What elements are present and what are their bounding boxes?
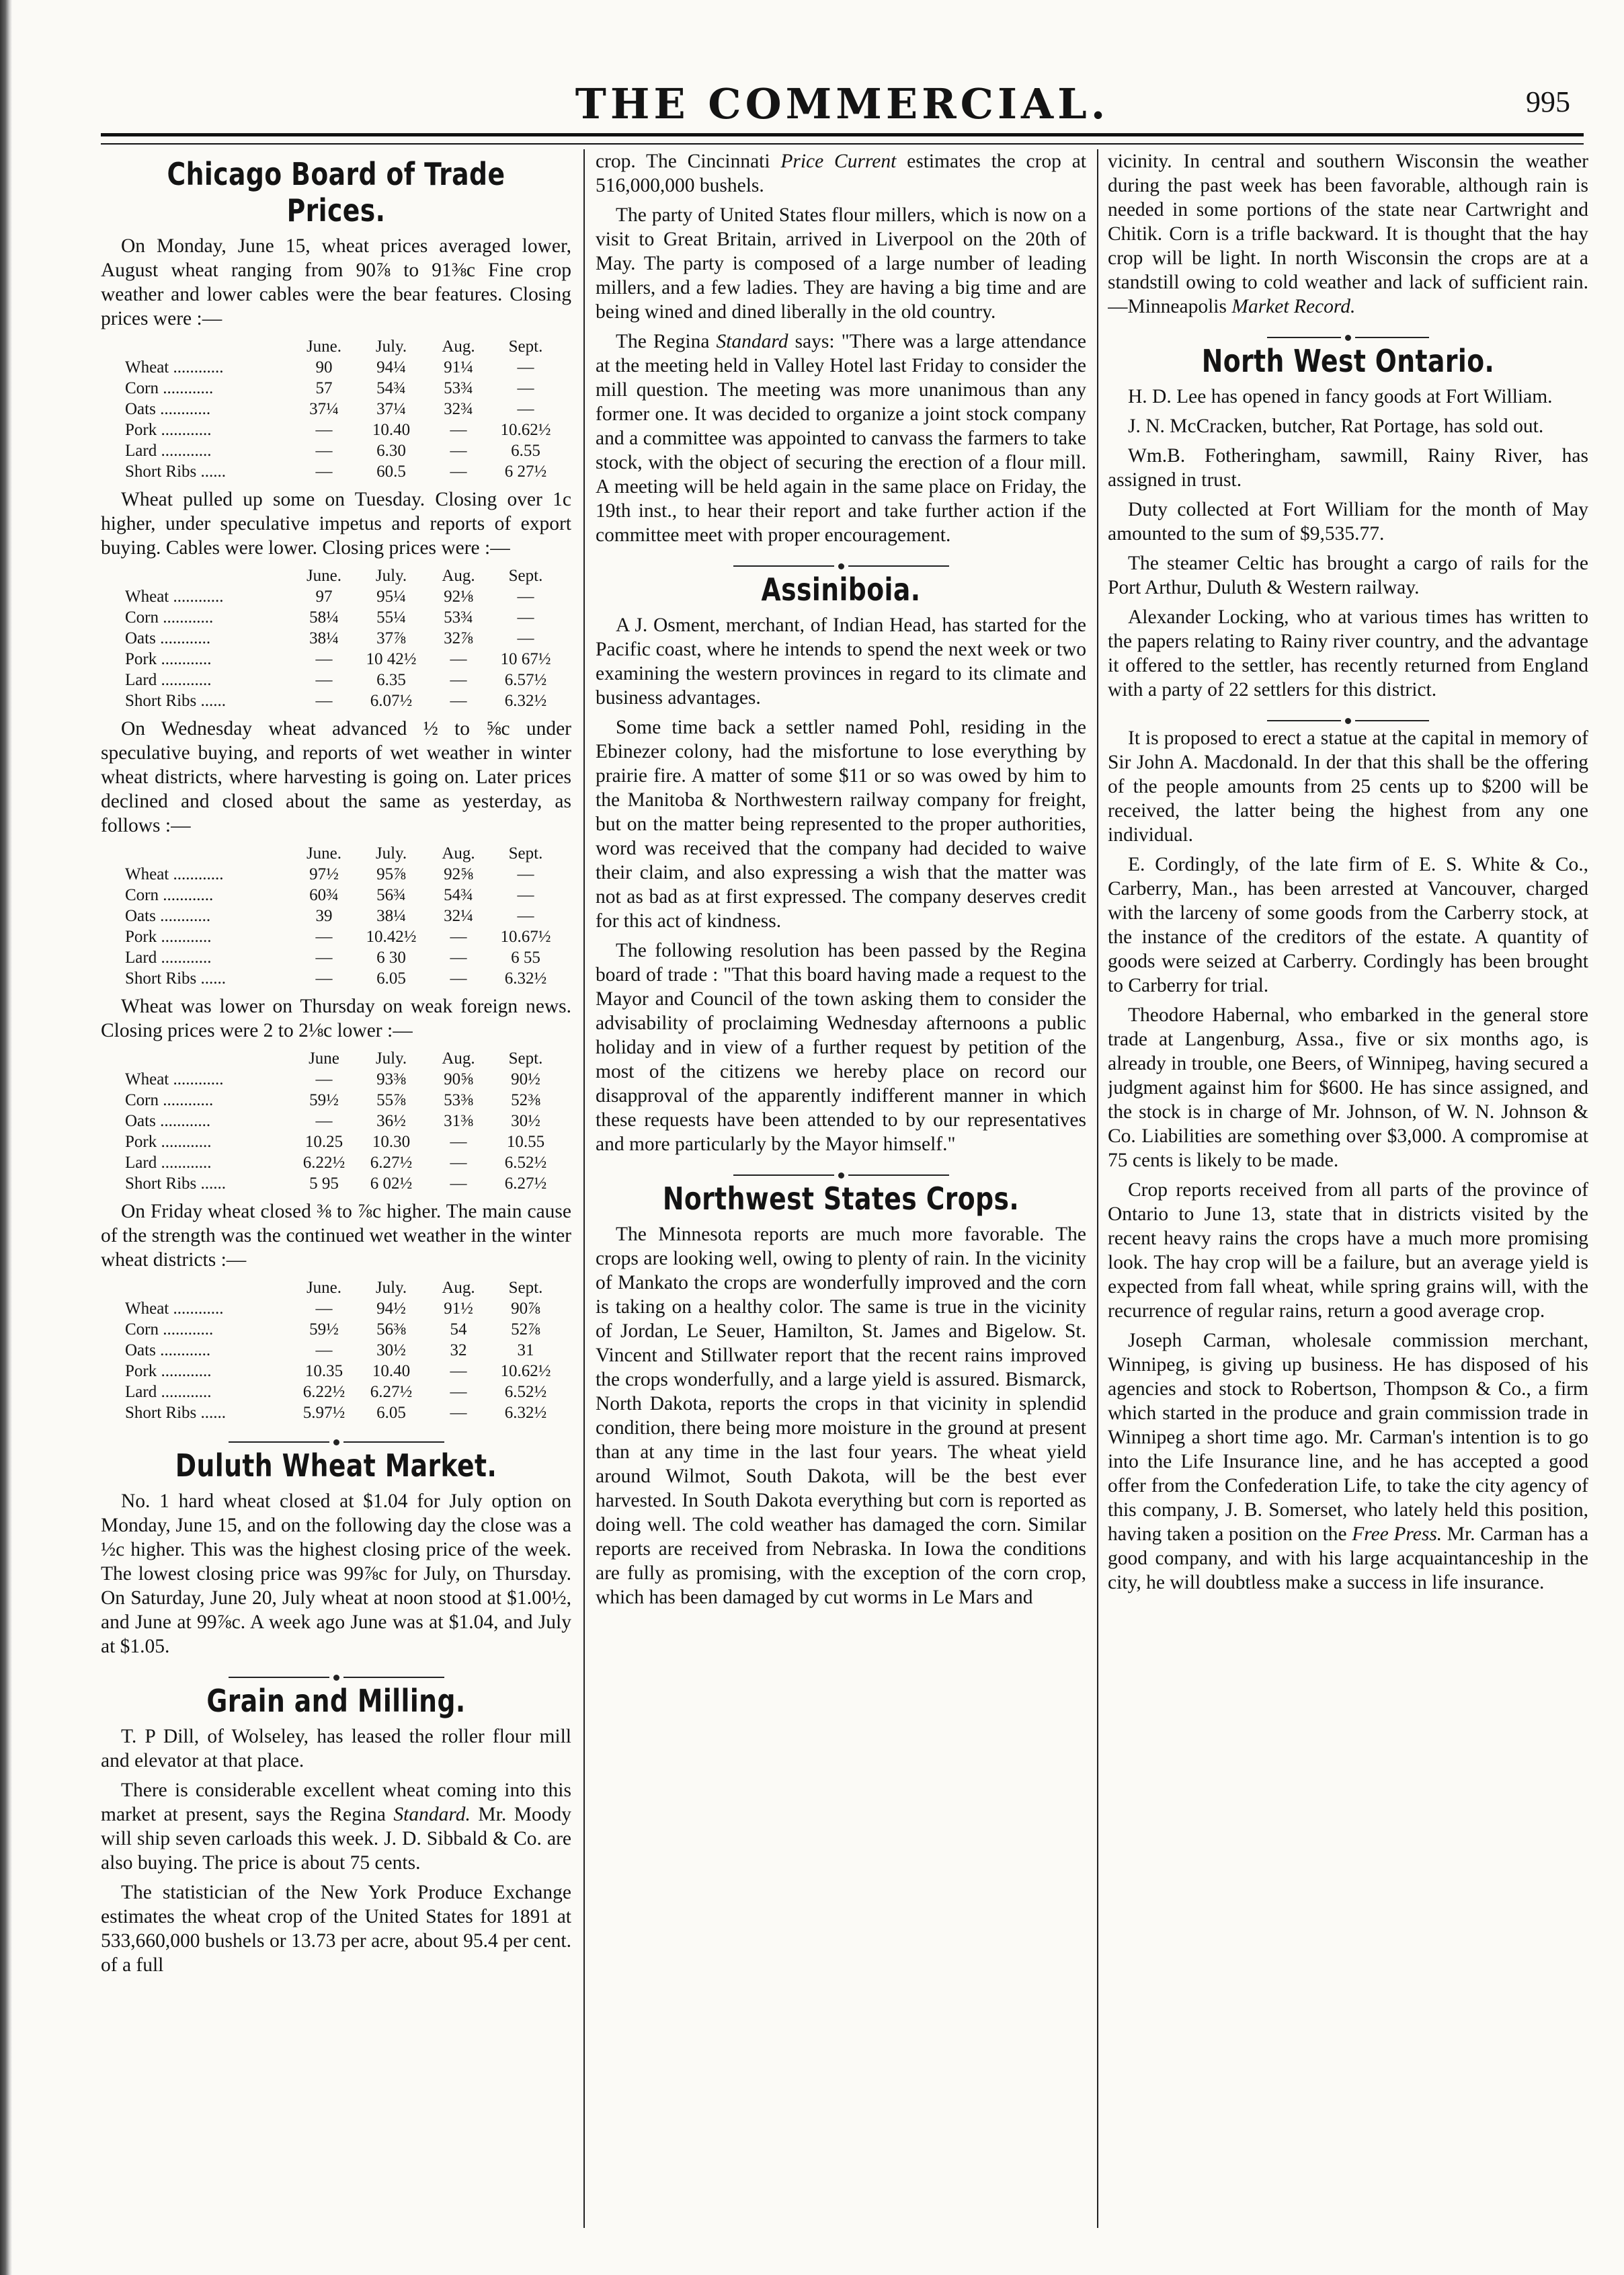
price-table-row xyxy=(121,1382,559,1402)
price-cell: 10 42½ xyxy=(366,650,417,668)
section-separator xyxy=(596,553,1086,562)
price-cell: 53⅜ xyxy=(444,1091,473,1109)
price-table-row xyxy=(121,628,559,649)
commodity-label: Pork ............ xyxy=(125,1362,212,1380)
price-table-wednesday xyxy=(121,843,559,989)
price-cell: 37¼ xyxy=(309,400,339,418)
price-cell: 10.40 xyxy=(372,1362,411,1380)
chicago-tuesday: Wheat pulled up some on Tuesday. Closing over 1c higher, under speculative impetus and reports of export buying. Cables were lower. Closing prices were :— xyxy=(101,489,571,559)
commodity-label: Short Ribs ...... xyxy=(125,969,227,988)
price-cell: — xyxy=(517,629,534,647)
price-table-row xyxy=(121,1131,559,1152)
price-cell: 6.05 xyxy=(376,1404,406,1422)
column-header: July. xyxy=(375,1279,407,1297)
price-table-row xyxy=(121,1111,559,1131)
text-run: vicinity. In central and southern Wisconsin the weather during the past week has been favorable, although rain is needed in some portions of the state near Cartwright and Chitik. Corn is a trifle backward. It is thought that the hay crop will be light. In north Wisconsin the crops are at a standstill owing to cold weather and lack of sufficient rain.—Minneapolis xyxy=(1108,151,1588,317)
price-cell: 5.97½ xyxy=(302,1404,346,1422)
price-table-row xyxy=(121,420,559,440)
column-header: Sept. xyxy=(508,1049,543,1068)
price-cell: 60.5 xyxy=(376,463,406,481)
price-cell: 91¼ xyxy=(444,358,473,376)
commodity-label: Wheat ............ xyxy=(125,588,224,606)
price-cell: — xyxy=(450,463,467,481)
northwest-states-article: The Minnesota reports are much more favorable. The crops are looking well, owing to plenty of rain. In the vicinity of Mankato the crops are wonderfully improved and the corn is taking on a healthy color. The same is true in the vicinity of Jordan, Le Seuer, Hamilton, St. James and Bigelow. St. Vincent and Stillwater report that the recent rains improved the crops wonderfully, and a large yield is assured. Bismarck, North Dakota, reports the crops in that vicinity in splendid condition, there being more moisture in the ground at present than at any time in the last four years. The wheat yield around Wilmot, South Dakota, will be the best ever harvested. In South Dakota everything but corn is reported as doing well. The cold weather has damaged the corn. Similar reports are received from Nebraska. In Iowa the conditions are fully as promising, with the exception of the corn crop, which has been damaged by cut worms in Le Mars and xyxy=(596,1224,1086,1608)
price-cell: 10.35 xyxy=(304,1362,343,1380)
price-table-row xyxy=(121,1173,559,1194)
publication-name: Standard xyxy=(716,331,788,352)
duluth-article: No. 1 hard wheat closed at $1.04 for July option on Monday, June 15, and on the following day the close was a ½c higher. This was the highest closing price of the week. The lowest closing price was 99⅞c for July, on Thursday. On Saturday, June 20, July wheat at noon stood at $1.00½, and June at 99⅞c. A week ago June was at $1.04, and July at $1.05. xyxy=(101,1490,571,1657)
column-header xyxy=(121,336,290,357)
section-separator xyxy=(1108,324,1588,333)
price-cell: 90½ xyxy=(511,1070,540,1088)
price-cell: 95⅞ xyxy=(376,865,406,883)
commodity-label: Lard ............ xyxy=(125,442,212,460)
section-separator xyxy=(101,1664,571,1673)
publication-name: Free Press. xyxy=(1352,1523,1443,1545)
crop-continued xyxy=(596,149,1086,198)
price-cell: 5 95 xyxy=(309,1174,339,1193)
price-cell: 6.27½ xyxy=(370,1383,413,1401)
column-header xyxy=(121,1048,290,1069)
column-1 xyxy=(101,149,571,2235)
commodity-label: Wheat ............ xyxy=(125,358,224,376)
price-cell: 38¼ xyxy=(309,629,339,647)
price-cell: 94½ xyxy=(376,1300,406,1318)
column-header: June xyxy=(309,1049,339,1068)
column-header: Aug. xyxy=(442,337,475,356)
price-table-row xyxy=(121,586,559,607)
commodity-label: Oats ............ xyxy=(125,1341,211,1359)
price-cell: 59½ xyxy=(309,1320,339,1339)
price-cell: 6.27½ xyxy=(504,1174,547,1193)
price-cell: 30½ xyxy=(511,1112,540,1130)
price-cell: — xyxy=(315,463,333,481)
column-header xyxy=(121,843,290,864)
price-cell: — xyxy=(450,1404,467,1422)
price-cell: — xyxy=(450,949,467,967)
column-rule-1 xyxy=(583,149,585,2228)
commodity-label: Short Ribs ...... xyxy=(125,463,227,481)
text-run: Mr. Carman has a good company, and with his large acquaintanceship in the city, he will doubtless make a success in life insurance. xyxy=(1108,1523,1588,1593)
commodity-label: Oats ............ xyxy=(125,1112,211,1130)
price-cell: 32¾ xyxy=(444,400,473,418)
column-header: July. xyxy=(375,844,407,863)
price-table-header xyxy=(121,1048,559,1069)
price-cell: 6 27½ xyxy=(504,463,547,481)
price-cell: 37⅞ xyxy=(376,629,406,647)
commodity-label: Pork ............ xyxy=(125,421,212,439)
commodity-label: Wheat ............ xyxy=(125,1300,224,1318)
price-table-row xyxy=(121,1340,559,1361)
price-cell: 6.22½ xyxy=(302,1154,346,1172)
price-table-row xyxy=(121,1069,559,1090)
price-cell: 53¾ xyxy=(444,379,473,397)
price-cell: 6.55 xyxy=(511,442,540,460)
price-table-row xyxy=(121,1152,559,1173)
regina-mill-meeting xyxy=(596,329,1086,547)
price-cell: 6.32½ xyxy=(504,692,547,710)
price-cell: 52⅜ xyxy=(511,1091,540,1109)
assiniboia-osment: A J. Osment, merchant, of Indian Head, has started for the Pacific coast, where he intends to spend the next week or two examining the western provinces in regard to its climate and business advantages. xyxy=(596,614,1086,709)
price-cell: 10.55 xyxy=(506,1133,545,1151)
publication-name: Market Record. xyxy=(1231,296,1356,317)
price-cell: — xyxy=(450,928,467,946)
price-cell: 90⅝ xyxy=(444,1070,473,1088)
price-cell: — xyxy=(315,1070,333,1088)
price-cell: — xyxy=(315,949,333,967)
section-separator xyxy=(596,1162,1086,1171)
price-cell: 6.30 xyxy=(376,442,406,460)
price-cell: 60¾ xyxy=(309,886,339,904)
price-table-row xyxy=(121,1319,559,1340)
column-header: July. xyxy=(375,337,407,356)
price-cell: 92⅛ xyxy=(444,588,473,606)
column-header: June. xyxy=(306,337,342,356)
price-table-row xyxy=(121,399,559,420)
price-cell: — xyxy=(450,650,467,668)
column-header: Aug. xyxy=(442,1279,475,1297)
assiniboia-heading: Assiniboia. xyxy=(761,571,921,608)
price-cell: — xyxy=(450,421,467,439)
price-table-row xyxy=(121,607,559,628)
commodity-label: Lard ............ xyxy=(125,949,212,967)
price-cell: 90⅞ xyxy=(511,1300,540,1318)
price-cell: — xyxy=(315,969,333,988)
commodity-label: Pork ............ xyxy=(125,928,212,946)
price-cell: — xyxy=(450,1174,467,1193)
grain-statistician: The statistician of the New York Produce Exchange estimates the wheat crop of the United States for 1891 at 533,660,000 bushels or 13.73 per acre, about 95.4 per cent. of a full xyxy=(101,1882,571,1976)
commodity-label: Lard ............ xyxy=(125,1154,212,1172)
masthead xyxy=(101,79,1584,133)
price-table-header xyxy=(121,1277,559,1298)
nwo-mccracken: J. N. McCracken, butcher, Rat Portage, has sold out. xyxy=(1128,415,1544,437)
price-cell: 95¼ xyxy=(376,588,406,606)
price-cell: 32⅞ xyxy=(444,629,473,647)
price-cell: — xyxy=(315,650,333,668)
price-cell: — xyxy=(450,1133,467,1151)
price-cell: — xyxy=(315,1341,333,1359)
price-table-row xyxy=(121,357,559,378)
price-cell: 56⅜ xyxy=(376,1320,406,1339)
commodity-label: Wheat ............ xyxy=(125,865,224,883)
grain-dill: T. P Dill, of Wolseley, has leased the roller flour mill and elevator at that place. xyxy=(101,1726,571,1771)
cordingly-article: E. Cordingly, of the late firm of E. S. White & Co., Carberry, Man., has been arrested at Vancouver, charged with the larceny of some goods from the Carberry stock, at the instance of the creditors of the estate. A quantity of goods were seized at Carberry. Cordingly has been brought to Carberry for trial. xyxy=(1108,854,1588,996)
price-cell: 6.32½ xyxy=(504,1404,547,1422)
price-table-row xyxy=(121,440,559,461)
price-cell: 55¼ xyxy=(376,608,406,627)
price-cell: 6.22½ xyxy=(302,1383,346,1401)
commodity-label: Oats ............ xyxy=(125,907,211,925)
price-cell: — xyxy=(315,421,333,439)
price-cell: 31⅜ xyxy=(444,1112,473,1130)
price-table-row xyxy=(121,906,559,926)
commodity-label: Corn ............ xyxy=(125,379,214,397)
chicago-monday: On Monday, June 15, wheat prices averaged lower, August wheat ranging from 90⅞ to 91⅜c Fine crop weather and lower cables were the bear features. Closing prices were :— xyxy=(101,235,571,329)
price-cell: 53¾ xyxy=(444,608,473,627)
column-3 xyxy=(1108,149,1588,2235)
price-cell: 92⅝ xyxy=(444,865,473,883)
price-cell: 55⅞ xyxy=(376,1091,406,1109)
price-table-row xyxy=(121,649,559,670)
price-cell: 10 67½ xyxy=(500,650,551,668)
price-cell: 10.42½ xyxy=(366,928,417,946)
column-header: Aug. xyxy=(442,844,475,863)
commodity-label: Oats ............ xyxy=(125,629,211,647)
price-table-header xyxy=(121,336,559,357)
page-number: 995 xyxy=(1526,85,1570,118)
price-table-row xyxy=(121,968,559,989)
price-cell: — xyxy=(450,1383,467,1401)
commodity-label: Short Ribs ...... xyxy=(125,1404,227,1422)
column-header: June. xyxy=(306,1279,342,1297)
duluth-heading: Duluth Wheat Market. xyxy=(175,1447,497,1484)
price-cell: — xyxy=(517,400,534,418)
masthead-rule xyxy=(101,133,1584,145)
price-cell: 59½ xyxy=(309,1091,339,1109)
price-cell: 6.32½ xyxy=(504,969,547,988)
nwo-locking: Alexander Locking, who at various times has written to the papers relating to Rainy river country, and the advantage it offered to the settler, has recently returned from England with a party of 22 settlers for this district. xyxy=(1108,606,1588,701)
commodity-label: Lard ............ xyxy=(125,671,212,689)
price-cell: 37¼ xyxy=(376,400,406,418)
chicago-wednesday: On Wednesday wheat advanced ½ to ⅝c under speculative buying, and reports of wet weather in winter wheat districts, where harvesting is going on. Later prices declined and closed about the same as yesterday, as follows :— xyxy=(101,718,571,836)
chicago-heading: Chicago Board of Trade Prices. xyxy=(167,156,505,229)
price-cell: 6.35 xyxy=(376,671,406,689)
text-run: crop. The Cincinnati xyxy=(596,151,781,172)
price-cell: 6 55 xyxy=(511,949,540,967)
price-cell: — xyxy=(450,969,467,988)
column-rule-2 xyxy=(1097,149,1098,2228)
commodity-label: Short Ribs ...... xyxy=(125,692,227,710)
text-run: says: "There was a large attendance at the meeting held in Valley Hotel last Friday to consider the mill question. The meeting was more unanimous than any former one. It was decided to organize a joint stock company and a committee was appointed to canvass the farmers to take stock, with the object of securing the erection of a flour mill. A meeting will be held again in the same place on Friday, the 19th inst., to hear their report and take further action if the committee meet with proper encouragement. xyxy=(596,331,1086,546)
millers-party: The party of United States flour millers, which is now on a visit to Great Britain, arrived in Liverpool on the 20th of May. The party is composed of a large number of leading millers, and a few ladies. They are having a big time and are being wined and dined liberally in the old country. xyxy=(596,204,1086,323)
column-header: June. xyxy=(306,844,342,863)
masthead-title: THE COMMERCIAL. xyxy=(575,79,1110,128)
price-cell: — xyxy=(315,671,333,689)
price-cell: — xyxy=(517,379,534,397)
column-header: Sept. xyxy=(508,844,543,863)
price-cell: — xyxy=(315,442,333,460)
price-cell: — xyxy=(517,865,534,883)
publication-name: Price Current xyxy=(780,151,897,172)
price-cell: 31 xyxy=(517,1341,534,1359)
publication-name: Standard. xyxy=(393,1804,471,1825)
nwo-duty: Duty collected at Fort William for the month of May amounted to the sum of $9,535.77. xyxy=(1108,499,1588,545)
commodity-label: Corn ............ xyxy=(125,1091,214,1109)
price-cell: 6.52½ xyxy=(504,1154,547,1172)
price-table-tuesday xyxy=(121,565,559,711)
price-cell: 54¾ xyxy=(376,379,406,397)
price-cell: 6.07½ xyxy=(370,692,413,710)
price-cell: 6 30 xyxy=(376,949,406,967)
ontario-crop-article: Crop reports received from all parts of the province of Ontario to June 13, state that in districts visited by the recent heavy rains the crops have a much more promising look. The hay crop will be a failure, but an average yield is expected from fall wheat, while spring grains will, with the recurrence of regular rains, return a good average crop. xyxy=(1108,1179,1588,1322)
column-header xyxy=(121,565,290,586)
commodity-label: Wheat ............ xyxy=(125,1070,224,1088)
commodity-label: Corn ............ xyxy=(125,608,214,627)
column-header xyxy=(121,1277,290,1298)
statue-article: It is proposed to erect a statue at the capital in memory of Sir John A. Macdonald. In der that this shall be the offering of the people amounts from 25 cents up to $200 will be received, the latter being the highest from any one individual. xyxy=(1108,727,1588,846)
price-table-monday xyxy=(121,336,559,482)
price-table-row xyxy=(121,885,559,906)
price-cell: 6.05 xyxy=(376,969,406,988)
nwo-lee: H. D. Lee has opened in fancy goods at Fort William. xyxy=(1128,386,1553,407)
commodity-label: Lard ............ xyxy=(125,1383,212,1401)
price-cell: 10.30 xyxy=(372,1133,411,1151)
column-2 xyxy=(596,149,1086,2235)
chicago-thursday: Wheat was lower on Thursday on weak foreign news. Closing prices were 2 to 2⅛c lower :— xyxy=(101,996,571,1041)
price-cell: — xyxy=(517,358,534,376)
column-header: Sept. xyxy=(508,1279,543,1297)
price-cell: 10.62½ xyxy=(500,1362,551,1380)
commodity-label: Pork ............ xyxy=(125,1133,212,1151)
carman-article xyxy=(1108,1328,1588,1595)
north-west-ontario-heading: North West Ontario. xyxy=(1201,343,1495,379)
price-table-row xyxy=(121,864,559,885)
column-header: June. xyxy=(306,567,342,585)
column-header: Sept. xyxy=(508,337,543,356)
price-cell: 90 xyxy=(315,358,333,376)
price-cell: — xyxy=(315,1112,333,1130)
assiniboia-pohl: Some time back a settler named Pohl, residing in the Ebinezer colony, had the misfortune to lose everything by prairie fire. A matter of some $11 or so was owed by him to the Manitoba & Northwestern railway company for freight, but on the matter being represented to the proper authorities, word was received that the company had decided to waive their claim, and also expressing a wish that the matter was not as bad as at first expressed. The company deserves credit for this act of kindness. xyxy=(596,717,1086,932)
price-cell: — xyxy=(450,671,467,689)
price-cell: 57 xyxy=(315,379,333,397)
commodity-label: Corn ............ xyxy=(125,1320,214,1339)
price-cell: 6 02½ xyxy=(370,1174,413,1193)
price-cell: 6.57½ xyxy=(504,671,547,689)
column-header: Sept. xyxy=(508,567,543,585)
price-cell: 6.27½ xyxy=(370,1154,413,1172)
commodity-label: Oats ............ xyxy=(125,400,211,418)
nwo-celtic: The steamer Celtic has brought a cargo of rails for the Port Arthur, Duluth & Western railway. xyxy=(1108,553,1588,598)
nwo-fotheringham: Wm.B. Fotheringham, sawmill, Rainy River, has assigned in trust. xyxy=(1108,445,1588,491)
price-cell: — xyxy=(517,588,534,606)
price-cell: — xyxy=(517,886,534,904)
northwest-states-heading: Northwest States Crops. xyxy=(662,1181,1020,1217)
price-table-row xyxy=(121,1090,559,1111)
price-cell: 32¼ xyxy=(444,907,473,925)
price-cell: 10.40 xyxy=(372,421,411,439)
column-header: July. xyxy=(375,1049,407,1068)
price-cell: 32 xyxy=(450,1341,467,1359)
text-run: There is considerable excellent wheat coming into this market at present, says the Regina xyxy=(101,1780,571,1825)
price-cell: 52⅞ xyxy=(511,1320,540,1339)
commodity-label: Short Ribs ...... xyxy=(125,1174,227,1193)
price-cell: — xyxy=(450,442,467,460)
price-cell: 97½ xyxy=(309,865,339,883)
price-cell: 93⅜ xyxy=(376,1070,406,1088)
price-table-row xyxy=(121,947,559,968)
commodity-label: Pork ............ xyxy=(125,650,212,668)
price-cell: 6.52½ xyxy=(504,1383,547,1401)
grain-milling-heading: Grain and Milling. xyxy=(206,1683,466,1719)
price-cell: — xyxy=(450,692,467,710)
price-cell: 94¼ xyxy=(376,358,406,376)
price-cell: — xyxy=(517,907,534,925)
price-table-row xyxy=(121,926,559,947)
price-cell: 91½ xyxy=(444,1300,473,1318)
price-table-row xyxy=(121,461,559,482)
chicago-friday: On Friday wheat closed ⅜ to ⅞c higher. The main cause of the strength was the continued wet weather in the winter wheat districts :— xyxy=(101,1201,571,1271)
price-cell: 10.62½ xyxy=(500,421,551,439)
price-table-row xyxy=(121,690,559,711)
price-table-thursday xyxy=(121,1048,559,1194)
text-run: Mr. Moody will ship seven carloads this week. J. D. Sibbald & Co. are also buying. The price is about 75 cents. xyxy=(101,1804,571,1874)
price-cell: — xyxy=(517,608,534,627)
price-table-row xyxy=(121,670,559,690)
price-table-row xyxy=(121,1361,559,1382)
price-cell: 54 xyxy=(450,1320,467,1339)
column-header: Aug. xyxy=(442,567,475,585)
commodity-label: Corn ............ xyxy=(125,886,214,904)
price-cell: — xyxy=(315,928,333,946)
price-cell: 54¾ xyxy=(444,886,473,904)
price-cell: 10.67½ xyxy=(500,928,551,946)
price-table-header xyxy=(121,843,559,864)
assiniboia-resolution: The following resolution has been passed by the Regina board of trade : "That this board having made a request to the Mayor and Council of the town asking them to consider the advisability of proclaiming Wednesday afternoons a public holiday and in view of a further request by petition of the most of the citizens we hereby place on record our disapproval of the apparently indifferent manner in which these requests have been attended to by our representatives and more particularly by the Mayor himself." xyxy=(596,940,1086,1155)
column-header: Aug. xyxy=(442,1049,475,1068)
section-separator xyxy=(101,1429,571,1438)
text-run: estimates the crop at 516,000,000 bushels. xyxy=(596,151,1086,196)
price-table-row xyxy=(121,1298,559,1319)
price-cell: 30½ xyxy=(376,1341,406,1359)
price-cell: 10.25 xyxy=(304,1133,343,1151)
page-binding-edge xyxy=(0,0,12,2275)
price-cell: — xyxy=(450,1362,467,1380)
habernal-article: Theodore Habernal, who embarked in the general store trade at Langenburg, Assa., five or six months ago, is already in trouble, one Beers, of Winnipeg, having secured a judgment against him for $600. He has since assigned, and the stock is in charge of Mr. Johnson, of W. N. Johnson & Co. Liabilities are something over $3,000. A compromise at 75 cents is likely to be made. xyxy=(1108,1004,1588,1171)
price-table-header xyxy=(121,565,559,586)
price-cell: — xyxy=(450,1154,467,1172)
price-cell: — xyxy=(315,1300,333,1318)
text-run: The Regina xyxy=(616,331,717,352)
price-table-row xyxy=(121,1402,559,1423)
wisconsin-continued xyxy=(1108,149,1588,319)
price-table-row xyxy=(121,378,559,399)
price-cell: — xyxy=(315,692,333,710)
grain-regina xyxy=(101,1778,571,1875)
column-header: July. xyxy=(375,567,407,585)
text-run: Joseph Carman, wholesale commission merchant, Winnipeg, is giving up business. He has disposed of his agencies and stock to Robertson, Thompson & Co., a firm which started in the produce and grain commission trade in Winnipeg a short time ago. Mr. Carman's intention is to go into the Life Insurance line, and he has accepted a good offer from the Confederation Life, to take the city agency of this company, J. B. Somerset, who lately held this position, having taken a position on the xyxy=(1108,1330,1588,1545)
price-table-friday xyxy=(121,1277,559,1423)
section-separator xyxy=(1108,707,1588,717)
price-cell: 38¼ xyxy=(376,907,406,925)
price-cell: 36½ xyxy=(376,1112,406,1130)
price-cell: 97 xyxy=(315,588,333,606)
price-cell: 56¾ xyxy=(376,886,406,904)
price-cell: 39 xyxy=(315,907,333,925)
price-cell: 58¼ xyxy=(309,608,339,627)
